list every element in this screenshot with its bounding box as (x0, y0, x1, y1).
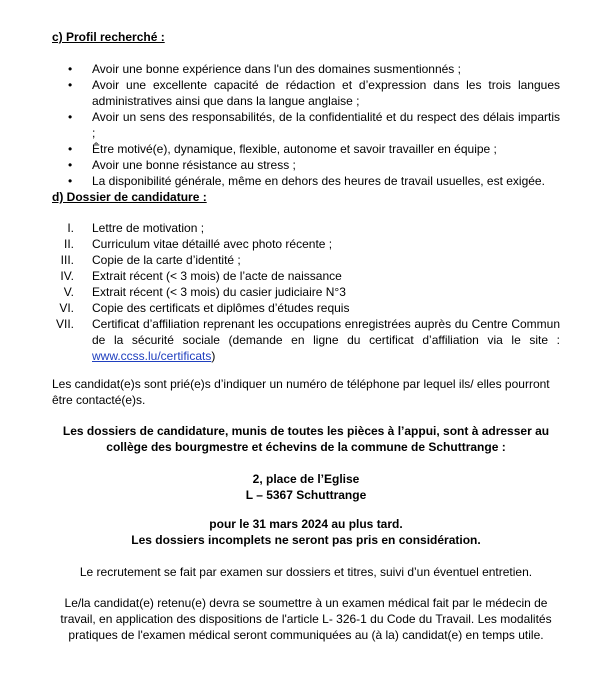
list-number: III. (60, 253, 74, 267)
list-item (52, 61, 560, 77)
list-item-text: Avoir une bonne résistance au stress ; (92, 158, 296, 172)
list-number: VI. (59, 301, 74, 315)
closing-paren: ) (211, 349, 216, 363)
profile-list (52, 61, 560, 189)
address-line-2: L – 5367 Schuttrange (245, 488, 367, 502)
deadline-text: pour le 31 mars 2024 au plus tard. (209, 517, 403, 531)
list-number: IV. (60, 269, 74, 283)
ccss-certificate-link[interactable]: www.ccss.lu/certificats (92, 349, 212, 363)
bullet-icon: • (68, 174, 73, 188)
bullet-icon: • (68, 110, 73, 124)
section-d-heading: d) Dossier de candidature : (52, 190, 207, 204)
list-item-text: Lettre de motivation ; (92, 221, 205, 235)
list-item (52, 173, 560, 189)
list-item (52, 252, 560, 268)
list-item-text: Curriculum vitae détaillé avec photo récente ; (92, 237, 333, 251)
list-item (52, 157, 560, 173)
bullet-icon: • (68, 78, 73, 92)
list-item-text: Avoir une excellente capacité de rédaction et d’expression dans les trois langues administratives ainsi que dans la langue anglaise ; (92, 78, 560, 108)
list-item (52, 300, 560, 316)
address-line-1: 2, place de l’Eglise (252, 472, 360, 486)
list-item-text: Certificat d’affiliation reprenant les occupations enregistrées auprès du Centre Commun de la sécurité sociale (demande en ligne du certificat d’affiliation via le site : (92, 317, 560, 347)
list-item-text: Avoir un sens des responsabilités, de la confidentialité et du respect des délais impartis ; (92, 110, 560, 140)
list-item (52, 141, 560, 157)
list-item-text: Extrait récent (< 3 mois) du casier judiciaire N°3 (92, 285, 346, 299)
list-item-text: Copie des certificats et diplômes d’études requis (92, 301, 350, 315)
submission-intro: Les dossiers de candidature, munis de toutes les pièces à l’appui, sont à adresser au collège des bourgmestre et échevins de la commune de Schuttrange : (62, 424, 550, 454)
documents-list (52, 220, 560, 364)
list-item (52, 220, 560, 236)
list-number: V. (63, 285, 74, 299)
incomplete-notice: Les dossiers incomplets ne seront pas pris en considération. (131, 533, 481, 547)
medical-note: Le/la candidat(e) retenu(e) devra se soumettre à un examen médical fait par le médecin de travail, en application des dispositions de l'article L- 326-1 du Code du Travail. Les modalités pratiques de l'examen médical seront communiquées au (à la) candidat(e) en temps utile. (60, 596, 552, 642)
list-item-text: Être motivé(e), dynamique, flexible, autonome et savoir travailler en équipe ; (92, 142, 497, 156)
list-item (52, 236, 560, 252)
list-item-text: Extrait récent (< 3 mois) de l’acte de naissance (92, 269, 342, 283)
list-number: II. (63, 237, 74, 251)
list-item-text: Copie de la carte d’identité ; (92, 253, 241, 267)
list-item (52, 284, 560, 300)
bullet-icon: • (68, 62, 73, 76)
bullet-icon: • (68, 142, 73, 156)
list-item-text: La disponibilité générale, même en dehors des heures de travail usuelles, est exigée. (92, 174, 545, 188)
list-item (52, 316, 560, 364)
contact-note: Les candidat(e)s sont prié(e)s d’indiquer un numéro de téléphone par lequel ils/ elles pourront être contacté(e)s. (52, 377, 550, 407)
recruitment-note: Le recrutement se fait par examen sur dossiers et titres, suivi d’un éventuel entretien. (79, 565, 533, 579)
list-item (52, 77, 560, 109)
list-item-text: Avoir une bonne expérience dans l'un des domaines susmentionnés ; (92, 62, 461, 76)
list-item (52, 268, 560, 284)
list-number: VII. (55, 317, 74, 331)
list-number: I. (67, 221, 74, 235)
section-c-heading: c) Profil recherché : (52, 30, 165, 44)
bullet-icon: • (68, 158, 73, 172)
list-item (52, 109, 560, 141)
